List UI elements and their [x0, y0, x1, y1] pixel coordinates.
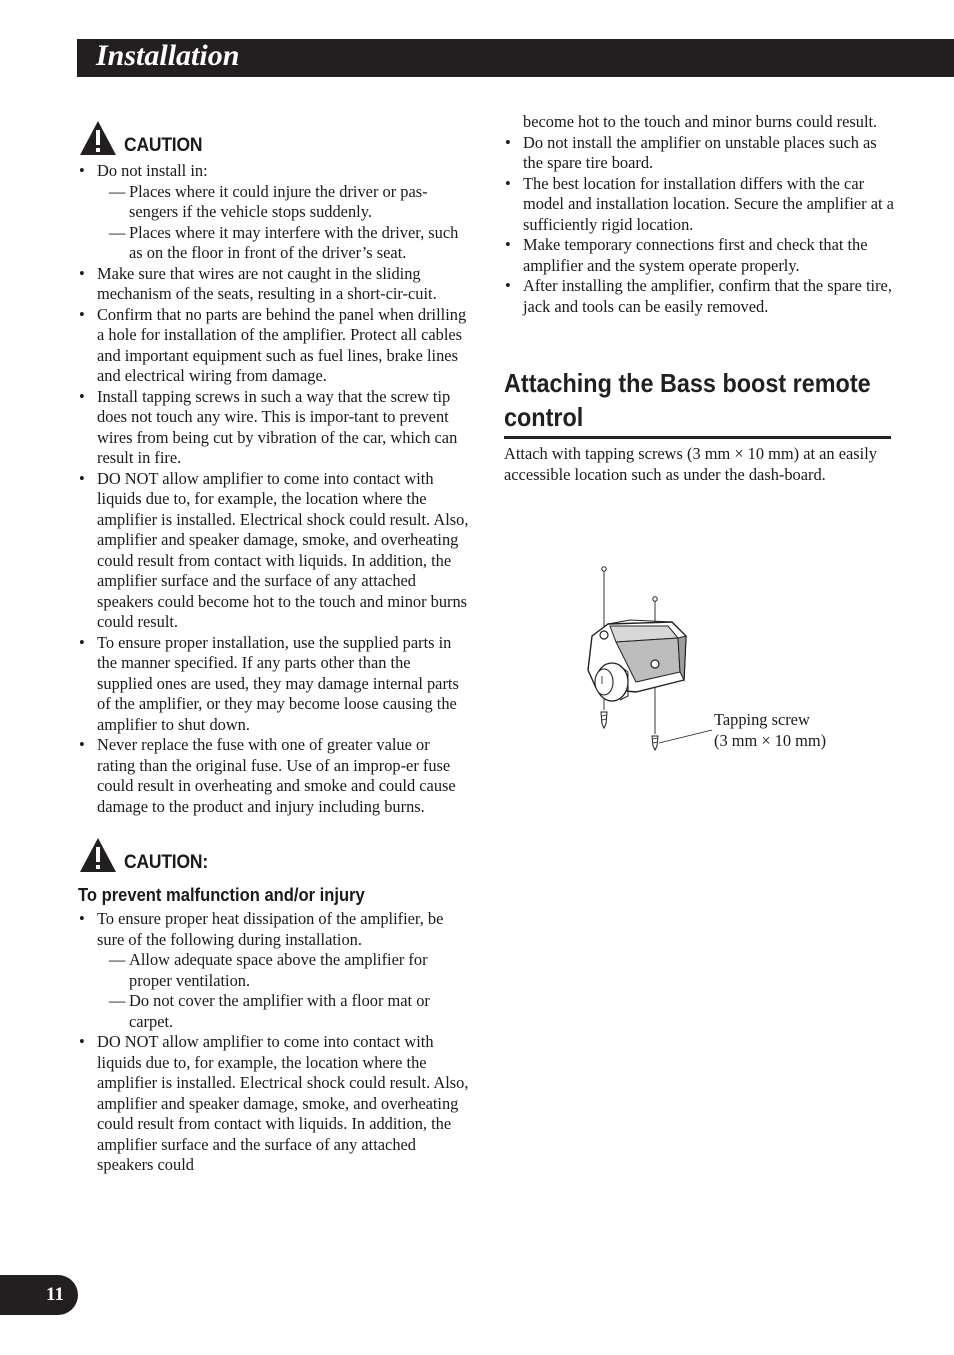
list-item-text: DO NOT allow amplifier to come into contact with liquids due to, for example, the location where the amplifier is installed. Electrical shock could result. Also, amplifier and speaker damage, smoke, and overheating could result from contact with liquids. In addition, the amplifier surface and the surface of any attached speakers could: [97, 1032, 469, 1174]
sub-item: — Places where it could injure the driver or pas-sengers if the vehicle stops suddenly.: [109, 181, 428, 221]
warning-icon: [78, 119, 118, 157]
figure-caption-line: (3 mm × 10 mm): [714, 731, 827, 750]
caution-heading: [78, 831, 470, 874]
caution-list: [504, 133, 894, 318]
list-item: [78, 387, 470, 469]
sub-item: — Allow adequate space above the amplifier for proper ventilation.: [109, 950, 428, 990]
sub-item: — Places where it may interfere with the driver, such as on the floor in front of the driver’s seat.: [109, 222, 459, 262]
figure-caption-line: Tapping screw: [714, 710, 810, 729]
caution-label: CAUTION:: [124, 852, 208, 873]
caution-list: [78, 909, 470, 950]
right-column: [504, 112, 894, 485]
list-item-text: After installing the amplifier, confirm that the spare tire, jack and tools can be easily removed.: [523, 276, 892, 316]
list-item: [504, 174, 894, 236]
caution-list: [78, 264, 470, 818]
sub-item-text: Allow adequate space above the amplifier for proper ventilation.: [129, 950, 428, 990]
list-item: [78, 909, 470, 950]
list-item: [504, 133, 894, 174]
list-item: [78, 264, 470, 305]
caution-list: [78, 1032, 470, 1176]
list-item-text: Do not install the amplifier on unstable places such as the spare tire board.: [523, 132, 877, 172]
list-item-text: Make sure that wires are not caught in the sliding mechanism of the seats, resulting in a short-cir-cuit.: [97, 263, 437, 303]
figure-caption: [714, 709, 826, 751]
section-divider: [504, 436, 891, 439]
caution-subheading: To prevent malfunction and/or injury: [78, 885, 365, 905]
section-body: Attach with tapping screws (3 mm × 10 mm) at an easily accessible location such as under the dash-board.: [504, 444, 877, 484]
list-item-text: Make temporary connections first and check that the amplifier and the system operate properly.: [523, 235, 868, 275]
sub-item-text: Do not cover the amplifier with a floor mat or carpet.: [129, 991, 430, 1031]
caution-heading: [78, 114, 470, 157]
header-bar: [77, 39, 954, 77]
list-item: [78, 469, 470, 633]
list-item-text: To ensure proper installation, use the supplied parts in the manner specified. If any parts other than the supplied ones are used, they may damage internal parts of the amplifier, or they may become loose causing the amplifier to shut down.: [97, 632, 459, 734]
list-item-text: Confirm that no parts are behind the panel when drilling a hole for installation of the amplifier. Protect all cables and important equipment such as fuel lines, brake lines and electrical wiring from damage.: [97, 304, 467, 385]
list-item-text: • Do not install in:: [97, 161, 208, 180]
sub-item-text: Places where it may interfere with the driver, such as on the floor in front of the driver’s seat.: [129, 222, 459, 262]
continued-text: become hot to the touch and minor burns could result.: [523, 112, 878, 131]
list-item-text: DO NOT allow amplifier to come into contact with liquids due to, for example, the location where the amplifier is installed. Electrical shock could result. Also, amplifier and speaker damage, smoke, and overheating could result from contact with liquids. In addition, the amplifier surface and the surface of any attached speakers could become hot to the touch and minor burns could result.: [97, 468, 469, 631]
list-item: [78, 305, 470, 387]
caution-list: [78, 161, 470, 182]
list-item: [78, 633, 470, 736]
page-title: Installation: [96, 39, 240, 72]
sub-item: — Do not cover the amplifier with a floor mat or carpet.: [109, 991, 430, 1031]
list-item: [78, 161, 470, 182]
left-column: [78, 114, 470, 1176]
section-title: Attaching the Bass boost remote control: [504, 368, 871, 432]
list-item: [78, 735, 470, 817]
warning-icon: [78, 836, 118, 874]
caution-label: CAUTION: [124, 135, 203, 156]
page-number-tab: [0, 1275, 78, 1315]
list-item: [78, 1032, 470, 1176]
bass-boost-remote-icon: [588, 620, 686, 701]
sub-item-text: Places where it could injure the driver or pas-sengers if the vehicle stops suddenly.: [129, 181, 428, 221]
list-item-text: To ensure proper heat dissipation of the amplifier, be sure of the following during installation.: [97, 909, 444, 949]
list-item: [504, 235, 894, 276]
list-item-text: Install tapping screws in such a way that the screw tip does not touch any wire. This is impor-tant to prevent wires from being cut by vibration of the car, which can result in fire.: [97, 386, 458, 467]
list-item-text: The best location for installation differs with the car model and installation location. Secure the amplifier at a sufficiently rigid location.: [523, 173, 894, 234]
list-item: [504, 276, 894, 317]
page-number: 11: [46, 1284, 64, 1305]
leader-line: [659, 730, 712, 743]
list-item-text: Never replace the fuse with one of greater value or rating than the original fuse. Use of an improp-er fuse could result in overheating and smoke and could cause damage to the product and injury including burns.: [97, 735, 456, 816]
